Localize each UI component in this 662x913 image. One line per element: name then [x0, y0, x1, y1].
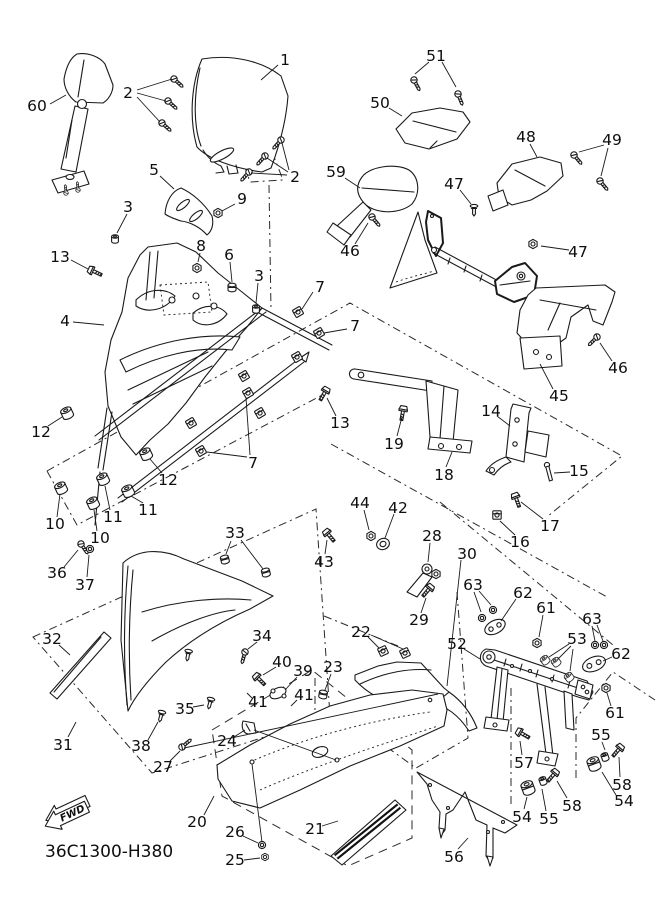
grommet-icon	[318, 690, 327, 700]
damper-icon	[550, 656, 562, 668]
leader-line	[50, 95, 66, 104]
leader-line	[207, 452, 247, 457]
collar-icon	[112, 235, 119, 243]
clip-nut-icon	[254, 407, 265, 418]
part-label-47: 47	[568, 243, 588, 261]
leader-line	[345, 178, 360, 188]
leader-line	[73, 322, 104, 325]
part-label-33: 33	[225, 524, 245, 542]
grommet-icon	[220, 554, 230, 564]
front-cowl-part	[95, 243, 262, 525]
part-label-32: 32	[42, 630, 62, 648]
leader-line	[222, 204, 235, 211]
part-label-2: 2	[290, 168, 300, 186]
leader-line	[68, 722, 76, 737]
washer-icon	[591, 641, 598, 648]
leader-line	[542, 789, 546, 811]
part-label-9: 9	[237, 190, 247, 208]
part-label-10: 10	[45, 515, 65, 533]
leader-line	[256, 283, 258, 303]
screw-icon	[595, 176, 610, 192]
part-label-36: 36	[47, 564, 67, 582]
nut-icon	[533, 638, 541, 647]
part-label-17: 17	[540, 517, 560, 535]
bolt-icon	[87, 265, 104, 279]
part-label-38: 38	[131, 737, 151, 755]
leader-line	[474, 592, 481, 612]
part-label-37: 37	[75, 576, 95, 594]
part-label-53: 53	[567, 630, 587, 648]
part-label-62: 62	[513, 584, 533, 602]
nut-icon	[262, 853, 269, 860]
leader-line	[243, 836, 258, 843]
leader-line	[371, 635, 403, 649]
clip-nut-icon	[313, 327, 324, 338]
part-label-25: 25	[225, 851, 245, 869]
bushing-icon	[520, 779, 536, 796]
part-label-35: 35	[175, 700, 195, 718]
leader-line	[160, 176, 174, 189]
leader-line	[251, 173, 287, 175]
screw-icon	[239, 167, 254, 183]
clip-nut-icon	[242, 387, 253, 398]
meter-visor-part	[165, 188, 213, 235]
boundary-link-line	[269, 185, 271, 310]
part-label-62: 62	[611, 645, 631, 663]
leader-line	[601, 148, 608, 176]
part-label-5: 5	[149, 161, 159, 179]
part-label-56: 56	[444, 848, 464, 866]
part-label-52: 52	[447, 635, 467, 653]
bolt-icon	[397, 405, 408, 421]
hook-24-part	[242, 721, 256, 734]
side-cowl-part	[121, 552, 273, 711]
leader-line	[57, 494, 60, 517]
part-label-15: 15	[569, 462, 589, 480]
part-label-44: 44	[350, 494, 370, 512]
leader-line	[557, 781, 567, 798]
nut-icon	[602, 683, 610, 692]
part-label-63: 63	[463, 576, 483, 594]
leader-line	[385, 514, 394, 538]
screw-icon	[239, 648, 249, 664]
bolt-icon	[515, 727, 532, 742]
screw-icon	[569, 150, 584, 166]
part-label-45: 45	[549, 387, 569, 405]
damper-icon	[60, 406, 75, 421]
leader-line	[71, 260, 88, 269]
screw-icon	[586, 332, 601, 347]
leader-line	[442, 62, 456, 87]
leader-line	[87, 555, 89, 577]
bolt-icon	[317, 386, 332, 403]
washer-icon	[478, 614, 485, 621]
part-label-18: 18	[434, 466, 454, 484]
clip-nut-icon	[185, 417, 196, 428]
part-label-4: 4	[60, 312, 70, 330]
screw-icon	[157, 118, 173, 133]
leader-line	[282, 143, 289, 170]
clip-nut-icon	[493, 511, 501, 519]
leader-line	[325, 540, 327, 554]
part-label-42: 42	[388, 499, 408, 517]
part-label-27: 27	[153, 758, 173, 776]
fwd-label: FWD	[58, 803, 87, 825]
diagram-code: 36C1300-H380	[45, 842, 174, 862]
under-panel-56-part	[417, 772, 517, 866]
leader-line	[246, 398, 250, 455]
part-label-41: 41	[248, 693, 268, 711]
trim-clip-icon	[183, 649, 192, 662]
leader-line	[302, 292, 313, 309]
part-label-22: 22	[351, 623, 371, 641]
part-label-13: 13	[330, 414, 350, 432]
clip-nut-icon	[195, 445, 206, 456]
leader-line	[389, 108, 402, 116]
part-label-7: 7	[315, 278, 325, 296]
part-label-34: 34	[252, 627, 272, 645]
leader-line	[619, 757, 620, 777]
nut-icon	[193, 263, 201, 272]
part-label-7: 7	[350, 317, 360, 335]
part-label-7: 7	[248, 454, 258, 472]
stay-bracket-18-part	[349, 369, 472, 453]
damper-icon	[539, 654, 551, 666]
part-label-21: 21	[305, 820, 325, 838]
part-label-43: 43	[314, 553, 334, 571]
trim-clip-icon	[156, 710, 166, 723]
part-label-16: 16	[510, 533, 530, 551]
part-label-31: 31	[53, 736, 73, 754]
leader-line	[501, 599, 516, 621]
part-label-61: 61	[536, 599, 556, 617]
part-label-54: 54	[512, 808, 532, 826]
leader-line	[137, 79, 172, 90]
stay-frame-52-part	[480, 649, 593, 766]
part-label-6: 6	[224, 246, 234, 264]
nut-icon	[367, 531, 375, 540]
trim-clip-icon	[470, 204, 478, 216]
part-label-50: 50	[370, 94, 390, 112]
nut-icon	[432, 569, 440, 578]
screw-icon	[163, 96, 179, 111]
grommet-icon	[228, 283, 236, 292]
part-label-47: 47	[444, 175, 464, 193]
mirror-left-part	[52, 54, 113, 193]
part-label-41: 41	[294, 686, 314, 704]
clip-nut-icon	[399, 647, 410, 658]
leader-line	[364, 510, 369, 530]
part-label-55: 55	[591, 726, 611, 744]
part-label-46: 46	[340, 242, 360, 260]
clip-nut-icon	[377, 645, 388, 656]
bolt-icon	[510, 492, 523, 508]
part-label-58: 58	[562, 797, 582, 815]
screw-icon	[177, 737, 193, 752]
screw-icon	[367, 212, 382, 228]
part-label-40: 40	[272, 653, 292, 671]
part-label-12: 12	[158, 471, 178, 489]
part-label-8: 8	[196, 237, 206, 255]
part-label-3: 3	[123, 198, 133, 216]
trim-clip-icon	[205, 697, 215, 710]
collar-icon	[600, 752, 609, 762]
leader-line	[117, 214, 127, 233]
part-label-12: 12	[31, 423, 51, 441]
screw-icon	[454, 90, 466, 106]
part-label-60: 60	[27, 97, 47, 115]
part-label-26: 26	[225, 823, 245, 841]
collar-icon	[538, 776, 547, 786]
part-label-39: 39	[293, 662, 313, 680]
part-label-48: 48	[516, 128, 536, 146]
clip-nut-icon	[291, 351, 302, 362]
pin-15-icon	[544, 462, 552, 481]
part-label-28: 28	[422, 527, 442, 545]
bushing-icon	[586, 755, 602, 772]
part-label-63: 63	[582, 610, 602, 628]
visor-50-part	[396, 108, 470, 149]
part-label-61: 61	[605, 704, 625, 722]
leader-line	[541, 246, 569, 250]
nut-icon	[529, 239, 537, 248]
leader-line	[137, 97, 160, 122]
screw-icon	[410, 76, 423, 92]
part-label-1: 1	[280, 51, 290, 69]
leader-line	[570, 649, 573, 671]
windscreen-part	[192, 57, 288, 174]
part-label-54: 54	[614, 792, 634, 810]
leader-line	[230, 262, 232, 282]
screw-icon	[169, 74, 185, 89]
leader-line	[539, 615, 543, 637]
leader-line	[579, 145, 604, 152]
nut-icon	[214, 208, 222, 217]
sticker-21-part	[331, 800, 406, 865]
damper-icon	[86, 496, 101, 511]
bolt-icon	[322, 527, 338, 544]
inner-cowl-45-part	[390, 211, 615, 369]
part-label-55: 55	[539, 810, 559, 828]
part-label-57: 57	[514, 754, 534, 772]
washer-icon	[489, 606, 496, 613]
part-label-51: 51	[426, 47, 446, 65]
leader-line	[137, 93, 166, 101]
washer-icon	[600, 641, 607, 648]
part-label-13: 13	[50, 248, 70, 266]
clip-nut-icon	[238, 370, 249, 381]
clip-nut-icon	[292, 306, 303, 317]
part-label-24: 24	[217, 732, 237, 750]
washer-icon	[258, 841, 265, 848]
damper-icon	[54, 481, 69, 496]
part-label-49: 49	[602, 131, 622, 149]
panel-48-part	[488, 157, 563, 211]
part-label-11: 11	[103, 508, 123, 526]
leader-line	[554, 472, 570, 473]
part-label-2: 2	[123, 84, 133, 102]
part-label-3: 3	[254, 267, 264, 285]
part-label-14: 14	[481, 402, 501, 420]
leader-line	[446, 452, 452, 467]
part-label-20: 20	[187, 813, 207, 831]
part-label-58: 58	[612, 776, 632, 794]
part-label-19: 19	[384, 435, 404, 453]
part-label-11: 11	[138, 501, 158, 519]
part-label-10: 10	[90, 529, 110, 547]
part-label-59: 59	[326, 163, 346, 181]
collar-icon	[253, 305, 260, 313]
damper-icon	[96, 472, 111, 487]
part-label-29: 29	[409, 611, 429, 629]
leader-line	[241, 540, 263, 569]
bolt-icon	[610, 742, 626, 759]
boundary-mid-line	[331, 444, 607, 597]
fwd-badge	[39, 792, 94, 835]
part-label-30: 30	[457, 545, 477, 563]
part-label-46: 46	[608, 359, 628, 377]
leader-line	[520, 741, 522, 755]
part-label-23: 23	[323, 658, 343, 676]
leader-line	[324, 329, 347, 333]
leader-line	[105, 486, 110, 510]
leader-line	[428, 543, 430, 562]
leader-line	[244, 858, 260, 860]
